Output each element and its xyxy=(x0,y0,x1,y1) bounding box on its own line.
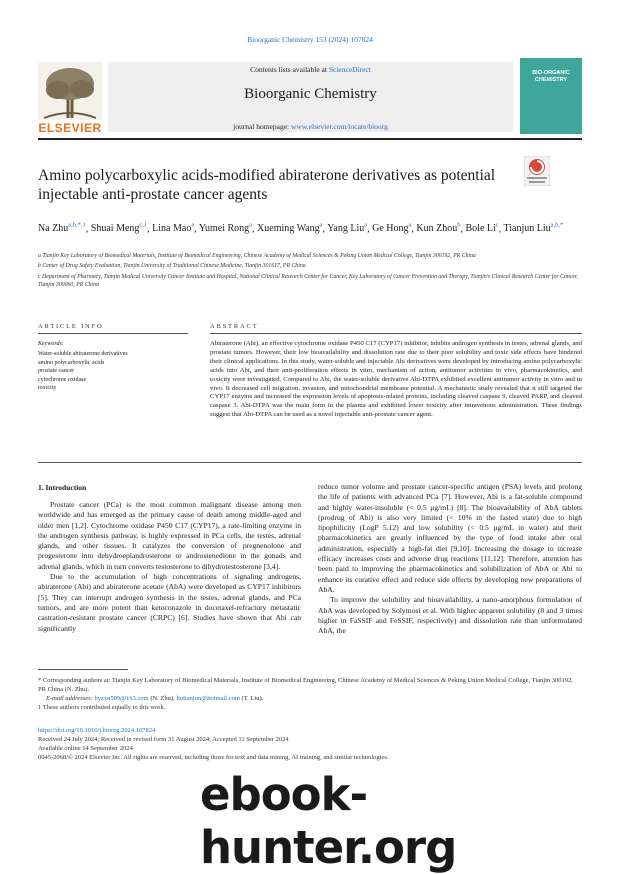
author-affiliation-marker[interactable]: b xyxy=(457,222,461,229)
contents-line xyxy=(108,65,513,74)
journal-reference[interactable]: Bioorganic Chemistry 153 (2024) 107824 xyxy=(247,35,373,44)
header-rule xyxy=(38,138,582,140)
author[interactable] xyxy=(416,223,460,234)
introduction-heading: 1. Introduction xyxy=(38,483,87,492)
corresponding-author-note: * Corresponding authors at: Tianjin Key Laboratory of Biomedical Materials, Institute of Biomedical Engineering, Chinese Academy of Medical Sciences & Peking Union Medical College, Tianjin 300192, PR China (N. Zhu). xyxy=(38,677,573,693)
author-affiliation-marker[interactable]: a,b,* xyxy=(550,222,564,229)
affiliation-a: a Tianjin Key Laboratory of Biomedical Materials, Institute of Biomedical Engineering, Chinese Academy of Medical Sciences & Peking Union Medical College, Tianjin 300192, PR China xyxy=(38,253,476,259)
publication-info xyxy=(38,726,582,762)
author-name: Na Zhu xyxy=(38,223,69,235)
author[interactable] xyxy=(91,223,147,234)
email-link-liu[interactable]: liutianjun@hotmail.com xyxy=(176,695,240,702)
footnote-rule xyxy=(38,669,128,670)
homepage-link[interactable]: www.elsevier.com/locate/bioorg xyxy=(291,122,388,131)
author-affiliation-marker[interactable]: a xyxy=(319,222,323,229)
email-line xyxy=(38,694,582,703)
author[interactable] xyxy=(152,223,194,234)
body-column-right xyxy=(318,482,582,636)
available-online: Available online 14 September 2024 xyxy=(38,745,133,752)
author-name: Tianjun Liu xyxy=(503,223,551,235)
author[interactable] xyxy=(257,223,323,234)
author-affiliation-marker[interactable]: a,b,*,1 xyxy=(68,222,86,229)
homepage-prefix: journal homepage: xyxy=(233,122,292,131)
body-column-left xyxy=(38,500,301,634)
author[interactable] xyxy=(327,223,367,234)
equal-contribution-note: 1 These authors contributed equally to this work. xyxy=(38,704,166,711)
watermark-text: ebook-hunter.org xyxy=(200,768,457,874)
author-name: Bole Li xyxy=(465,223,496,235)
journal-name: Bioorganic Chemistry xyxy=(244,86,377,102)
footnotes xyxy=(38,676,582,712)
intro-paragraph: reduce tumor volume and prostate cancer-specific antigen (PSA) levels and prolong the life of patients with advanced PCa [7]. However, Abi is a fat-soluble compound and highly water-insoluble (< 0.5 μg/mL) [8]. The bioavailability of AbA tablets (prodrug of Abi) is also very limited (< 10% in the fasted state) due to high lipophilicity (LogP 5.12) and low solubility (< 0.5 μg/mL in water) and their pharmacokinetics are greatly influenced by the type of food intake after oral administration, especially a high-fat diet [9,10]. Increasing the dosage to increase efficacy increases costs and adverse drug reactions [11,12]. Therefore, attention has been paid to improving the pharmacokinetics and solubilization of AbA or Abi to enhance its curative effect and reduce side effects by developing new preparations of AbA. xyxy=(318,482,582,594)
keywords-label: Keywords: xyxy=(38,341,64,347)
keywords-list xyxy=(38,350,188,393)
intro-paragraph: To improve the solubility and bioavailability, a nano-amorphous formulation of AbA was developed by Solymosi et al. With higher apparent solubility (8 and 3 times higher in FaSSIF and FeSSIF, respectively) and dissolution rate than unformulated AbA, the xyxy=(318,595,582,636)
cover-title: BIO-ORGANIC CHEMISTRY xyxy=(532,70,570,83)
abstract-text: Abiraterone (Abi), an effective cytochrome oxidase P450 C17 (CYP17) inhibitor, inhibits androgen synthesis in testes, adrenal glands, and prostate tumors. However, their low bioavailability and dissolution rate due to their poor solubility and toxic side effects have hindered their clinical applications. In this study, water-soluble and injectable Abi derivatives were developed by introducing amino polycarboxylic acids into Abi, and their anti-proliferation effects in vitro, mechanism of action, antitumor activities in vivo, pharmacokinetics, and toxicity were investigated. Compared to Abi, the water-soluble derivative Abi-DTPA exhibited excellent antitumor activity in vitro and in vivo. It decreased cell migration, invasion, and mitochondrial membrane potential. A mechanistic study revealed that it still targeted the CYP17 enzyme and increased the expression levels of apoptosis-related proteins, including cleaved caspase 9, cleaved PARP, and cleaved caspase 3. Abi-DTPA was the main form in the plasma and exhibited lower toxicity after intravenous administration. These findings suggest that Abi-DTPA can be used as a novel injectable anti-prostate cancer agent. xyxy=(210,340,582,419)
author-affiliation-marker[interactable]: a xyxy=(191,222,195,229)
author-affiliation-marker[interactable]: a xyxy=(408,222,412,229)
author[interactable] xyxy=(504,223,564,234)
keyword: cytochrome oxidase xyxy=(38,376,87,383)
check-for-updates-icon[interactable] xyxy=(524,156,550,186)
author[interactable] xyxy=(466,223,499,234)
email-who-zhu: (N. Zhu), xyxy=(148,695,177,702)
author-name: Yang Liu xyxy=(327,223,365,235)
author[interactable] xyxy=(38,223,86,234)
author-affiliation-marker[interactable]: c xyxy=(495,222,499,229)
article-info-label: ARTICLE INFO xyxy=(38,323,104,330)
contents-prefix: Contents lists available at xyxy=(250,65,329,74)
sciencedirect-link[interactable]: ScienceDirect xyxy=(328,65,371,74)
author[interactable] xyxy=(199,223,252,234)
author-affiliation-marker[interactable]: a xyxy=(249,222,253,229)
keyword: prostate cancer xyxy=(38,368,75,375)
author-list: Na Zhu$^{a,b,*,1}$, Shuai Meng$^{c,1}$, Lina Mao$^a$, Yumei Rong$^a$, Xueming Wang$^a$, Yang Liu$^a$, Ge Hong$^a$, Kun Zhou$^b$, Bole Li$^c$, Tianjun Liu$^{a,b,*}$ xyxy=(38,222,564,235)
homepage-line xyxy=(108,122,513,131)
author-name: Lina Mao xyxy=(152,223,192,235)
affiliation-c: c Department of Pharmacy, Tianjin Medical University Cancer Institute and Hospital, National Clinical Research Center for Cancer, Key Laboratory of Cancer Prevention and Therapy, Tianjin's Clinical Research Center for Cancer, Tianjin 300060, PR China xyxy=(38,273,578,289)
doi-link[interactable]: https://doi.org/10.1016/j.bioorg.2024.107824 xyxy=(38,727,156,734)
intro-paragraph: Due to the accumulation of high concentrations of signaling androgens, abiraterone (Abi) and abiraterone acetate (AbA) were developed as CYP17 inhibitors [5]. They can interrupt androgen synthesis in the testes, adrenal glands, and PCa tumors, and are more potent than ketoconazole in docetaxel-refractory metastatic castration-resistant prostate cancer (CRPC) [6]. Studies have shown that Abi can significantly xyxy=(38,572,301,633)
article-title: Amino polycarboxylic acids-modified abiraterone derivatives as potential injectable anti-prostate cancer agents xyxy=(38,167,496,203)
author-affiliation-marker[interactable]: c,1 xyxy=(139,222,148,229)
email-link-zhu[interactable]: byzxn509@163.com xyxy=(94,695,149,702)
intro-paragraph: Prostate cancer (PCa) is the most common malignant disease among men worldwide and has emerged as the primary cause of death among middle-aged and older men [1,2]. Cytochrome oxidase P450 C17 (CYP17), a rate-limiting enzyme in the androgen synthesis pathway, is highly expressed in PCa cells, the testes, adrenal glands, and other tissues. It catalyzes the conversion of pregnenolone and progesterone into dehydroepiandrosterone or androstenedione in the gonads and adrenal glands, which in turn converts testosterone to dihydrotestosterone [3,4]. xyxy=(38,500,301,571)
author-name: Kun Zhou xyxy=(416,223,458,235)
abstract-rule xyxy=(210,333,582,334)
affiliations xyxy=(38,252,582,292)
affiliation-b: b Center of Drug Safety Evaluation, Tianjin University of Traditional Chinese Medicine, Tianjin 301617, PR China xyxy=(38,263,306,270)
author[interactable] xyxy=(372,223,411,234)
email-label: E-mail addresses: xyxy=(46,695,93,702)
received-dates: Received 24 July 2024; Received in revised form 31 August 2024; Accepted 11 September 2024 xyxy=(38,736,289,743)
author-name: Ge Hong xyxy=(372,223,409,235)
keyword: amino polycarboxylic acids xyxy=(38,359,105,366)
keyword: toxicity xyxy=(38,385,57,392)
elsevier-wordmark: ELSEVIER xyxy=(38,121,102,135)
article-info-rule xyxy=(38,333,188,334)
author-name: Yumei Rong xyxy=(198,223,250,235)
abstract-end-rule xyxy=(38,462,582,463)
copyright-line: 0045-2068/© 2024 Elsevier Inc. All rights are reserved, including those for text and data mining, AI training, and similar technologies. xyxy=(38,754,389,761)
author-name: Shuai Meng xyxy=(90,223,140,235)
author-affiliation-marker[interactable]: a xyxy=(364,222,368,229)
email-who-liu: (T. Liu). xyxy=(239,695,264,702)
keyword: Water-soluble abiraterone derivatives xyxy=(38,351,128,357)
abstract-label: ABSTRACT xyxy=(210,323,259,330)
author-name: Xueming Wang xyxy=(257,223,320,235)
